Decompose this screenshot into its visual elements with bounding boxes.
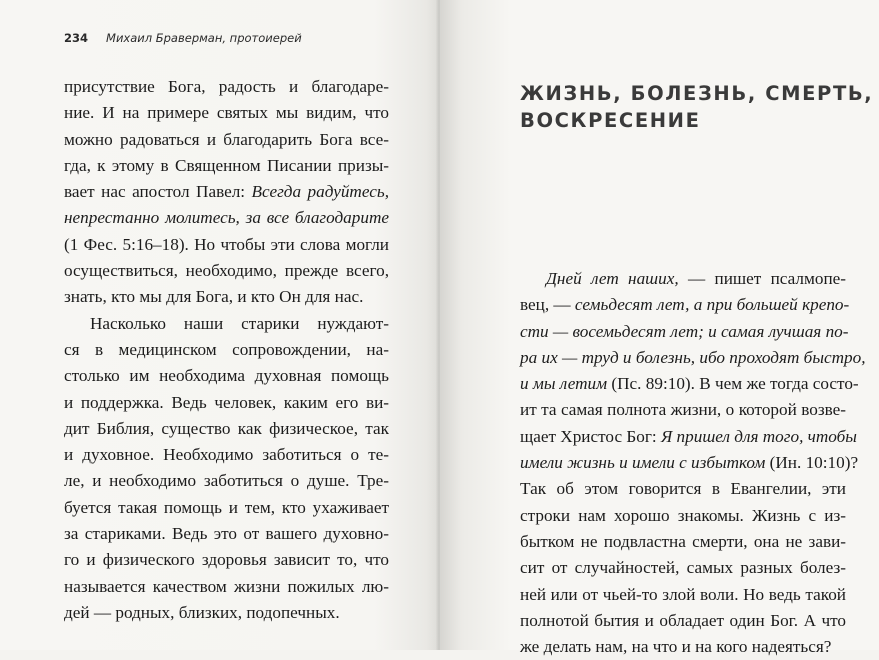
text-line: Насколько наши старики нуждают- (90, 313, 389, 333)
text-line: за стариками. Ведь это от вашего духовно- (64, 524, 389, 544)
chapter-title-line: ЖИЗНЬ, БОЛЕЗНЬ, СМЕРТЬ, (520, 82, 874, 105)
text-line: столько им необходима духовная помощь (64, 366, 389, 386)
text-line: можно радоваться и благодарить Бога все- (64, 129, 389, 149)
italic-quote: семьдесят лет, а при большей крепо- (574, 295, 850, 315)
text-line: имели жизнь и имели с избытком (Ин. 10:10)? (520, 453, 859, 473)
text-line: и поддержка. Ведь человек, каким его ви- (64, 392, 389, 412)
text-line: буется такая помощь и тем, кто ухаживает (64, 497, 389, 517)
text-line: и духовное. Необходимо заботиться о те- (64, 445, 389, 465)
italic-quote: непрестанно молитесь, за все благодарите (64, 208, 389, 228)
text-line: ле, и необходимо заботиться о душе. Тре- (64, 471, 389, 491)
text-line: полнотой бытия и обладает один Бог. А что (520, 610, 846, 630)
text-line: вает нас апостол Павел: Всегда радуйтесь, (64, 182, 389, 202)
text-line: и мы летим (Пс. 89:10). В чем же тогда состо- (520, 374, 859, 394)
left-body-text (64, 74, 389, 626)
text-line: же делать нам, на что и на кого надеяться? (520, 637, 832, 657)
text-line: присутствие Бога, радость и благодаре- (64, 77, 389, 96)
text-line (520, 319, 849, 345)
running-head-title: Михаил Браверман, протоиерей (106, 31, 302, 45)
text-line: ние. И на примере святых мы видим, что (64, 103, 389, 123)
text-line: Дней лет наших, — пишет псалмопе- (546, 269, 846, 288)
text-line: знать, кто мы для Бога, и кто Он для нас. (64, 287, 364, 307)
italic-quote: Я пришел для того, чтобы (660, 426, 857, 446)
right-page (440, 0, 879, 657)
italic-quote: сти — восемьдесят лет; и самая лучшая по- (520, 321, 849, 341)
right-body-text (520, 266, 866, 660)
text-line: (1 Фес. 5:16–18). Но чтобы эти слова могли (64, 234, 389, 254)
text-line: ней или от чьей-то злой воли. Но ведь такой (520, 584, 846, 604)
text-line: ся в медицинском сопровождении, на- (64, 339, 389, 359)
text-line: гда, к этому в Священном Писании призы- (64, 155, 389, 175)
text-line (64, 205, 389, 231)
page-number: 234 (64, 31, 89, 45)
text-line: сит от случайностей, самых разных болез- (520, 558, 846, 578)
text-line: го и физического здоровья зависит то, что (64, 550, 389, 570)
italic-quote: имели жизнь и имели с избытком (520, 453, 766, 473)
chapter-title-line: ВОСКРЕСЕНИЕ (520, 109, 701, 132)
text-line (520, 345, 866, 371)
text-line: называется качеством жизни пожилых лю- (64, 576, 389, 596)
text-line: дит Библия, существо как физическое, так (64, 418, 389, 438)
text-line: строки нам хорошо знакомы. Жизнь с из- (520, 505, 846, 525)
text-line: вец, — семьдесят лет, а при большей крепо- (520, 295, 850, 315)
italic-quote: и мы летим (520, 374, 608, 394)
chapter-title (520, 80, 873, 134)
text-line: ит та самая полнота жизни, о которой возве- (520, 400, 846, 420)
text-line: осуществиться, необходимо, прежде всего, (64, 261, 389, 281)
italic-quote: Дней лет наших, (546, 269, 679, 288)
text-line: щает Христос Бог: Я пришел для того, чтобы (520, 426, 857, 446)
left-page (0, 0, 440, 650)
text-line: Так об этом говорится в Евангелии, эти (520, 479, 846, 499)
text-line: дей — родных, близких, подопечных. (64, 602, 340, 622)
italic-quote: ра их — труд и болезнь, ибо проходят быстро, (520, 347, 866, 367)
italic-quote: Всегда радуйтесь, (251, 182, 389, 202)
running-head (64, 31, 302, 45)
text-line: бытком не подвластна смерти, она не зави- (520, 531, 846, 551)
